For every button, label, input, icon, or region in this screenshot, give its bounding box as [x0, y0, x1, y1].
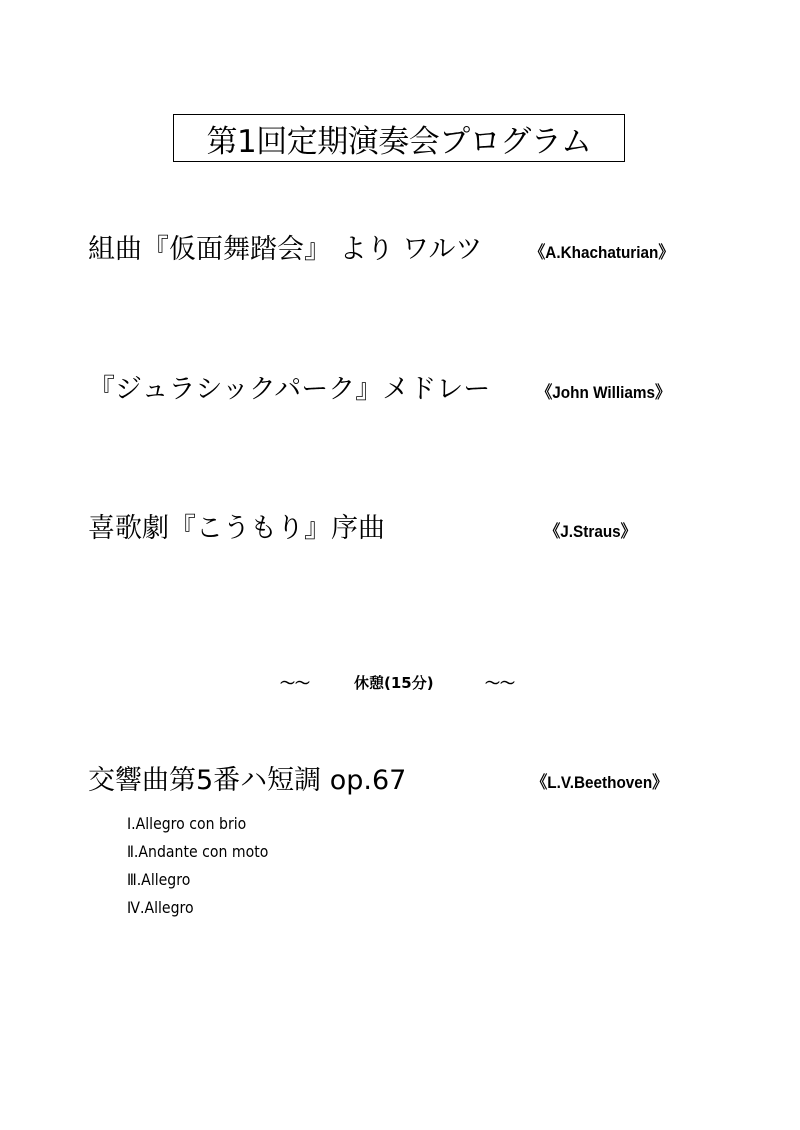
- piece-title-jurassic-park: 『ジュラシックパーク』メドレー: [88, 374, 491, 405]
- composer-straus: 《J.Straus》: [545, 522, 636, 541]
- program-title: [173, 114, 625, 162]
- movement-item: Ⅳ.Allegro: [127, 898, 194, 917]
- movement-item: Ⅰ.Allegro con brio: [127, 814, 247, 833]
- program-title-text: 第1回定期演奏会プログラム: [206, 123, 592, 160]
- composer-john-williams: 《John Williams》: [537, 383, 671, 402]
- movement-item: Ⅱ.Andante con moto: [127, 842, 269, 861]
- intermission-left-mark: ～～: [280, 674, 311, 692]
- piece-title-fledermaus: 喜歌劇『こうもり』序曲: [88, 513, 385, 544]
- movement-item: Ⅲ.Allegro: [127, 870, 191, 889]
- piece-title-waltz: 組曲『仮面舞踏会』 より ワルツ: [88, 234, 483, 265]
- intermission-label: 休憩(15分): [354, 674, 434, 692]
- composer-beethoven: 《L.V.Beethoven》: [532, 773, 668, 792]
- piece-title-beethoven-5: 交響曲第5番ハ短調 op.67: [88, 765, 407, 796]
- composer-khachaturian: 《A.Khachaturian》: [530, 243, 674, 262]
- movement-list: [127, 810, 288, 922]
- intermission-right-mark: ～～: [485, 674, 516, 692]
